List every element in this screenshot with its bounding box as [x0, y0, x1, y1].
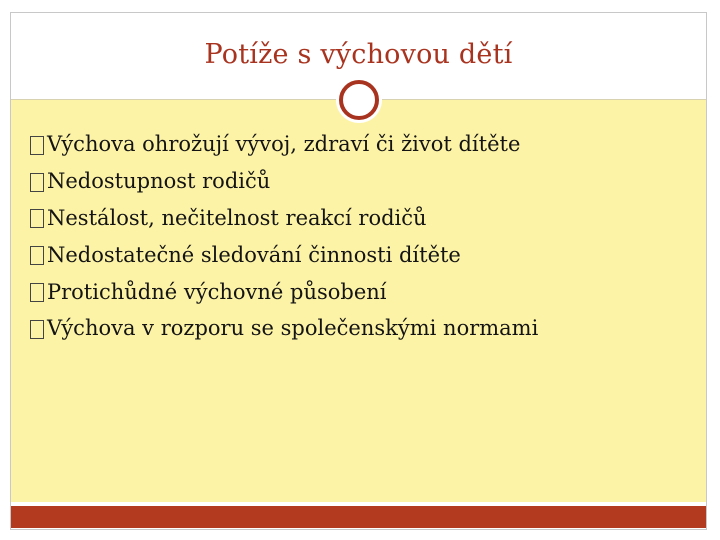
bullet-text: Výchova v rozporu se společenskými normami [47, 316, 539, 341]
bullet-text: Výchova ohrožují vývoj, zdraví či život dítěte [47, 132, 521, 157]
bullet-item [30, 200, 538, 237]
missing-glyph-box-icon [30, 136, 44, 155]
missing-glyph-box-icon [30, 283, 44, 302]
bullet-list [30, 126, 538, 347]
bullet-text: Protichůdné výchovné působení [47, 279, 387, 304]
missing-glyph-box-icon [30, 209, 44, 228]
bottom-bar [11, 506, 706, 528]
bullet-item [30, 236, 538, 273]
bullet-item [30, 273, 538, 310]
slide-title: Potíže s výchovou dětí [204, 39, 513, 70]
missing-glyph-box-icon [30, 246, 44, 265]
bullet-item [30, 126, 538, 163]
bullet-item [30, 310, 538, 347]
missing-glyph-box-icon [30, 173, 44, 192]
circle-ornament-icon [339, 80, 379, 120]
bullet-text: Nedostatečné sledování činnosti dítěte [47, 242, 461, 267]
missing-glyph-box-icon [30, 320, 44, 339]
bullet-item [30, 163, 538, 200]
bullet-text: Nedostupnost rodičů [47, 169, 271, 194]
bullet-text: Nestálost, nečitelnost reakcí rodičů [47, 205, 427, 230]
